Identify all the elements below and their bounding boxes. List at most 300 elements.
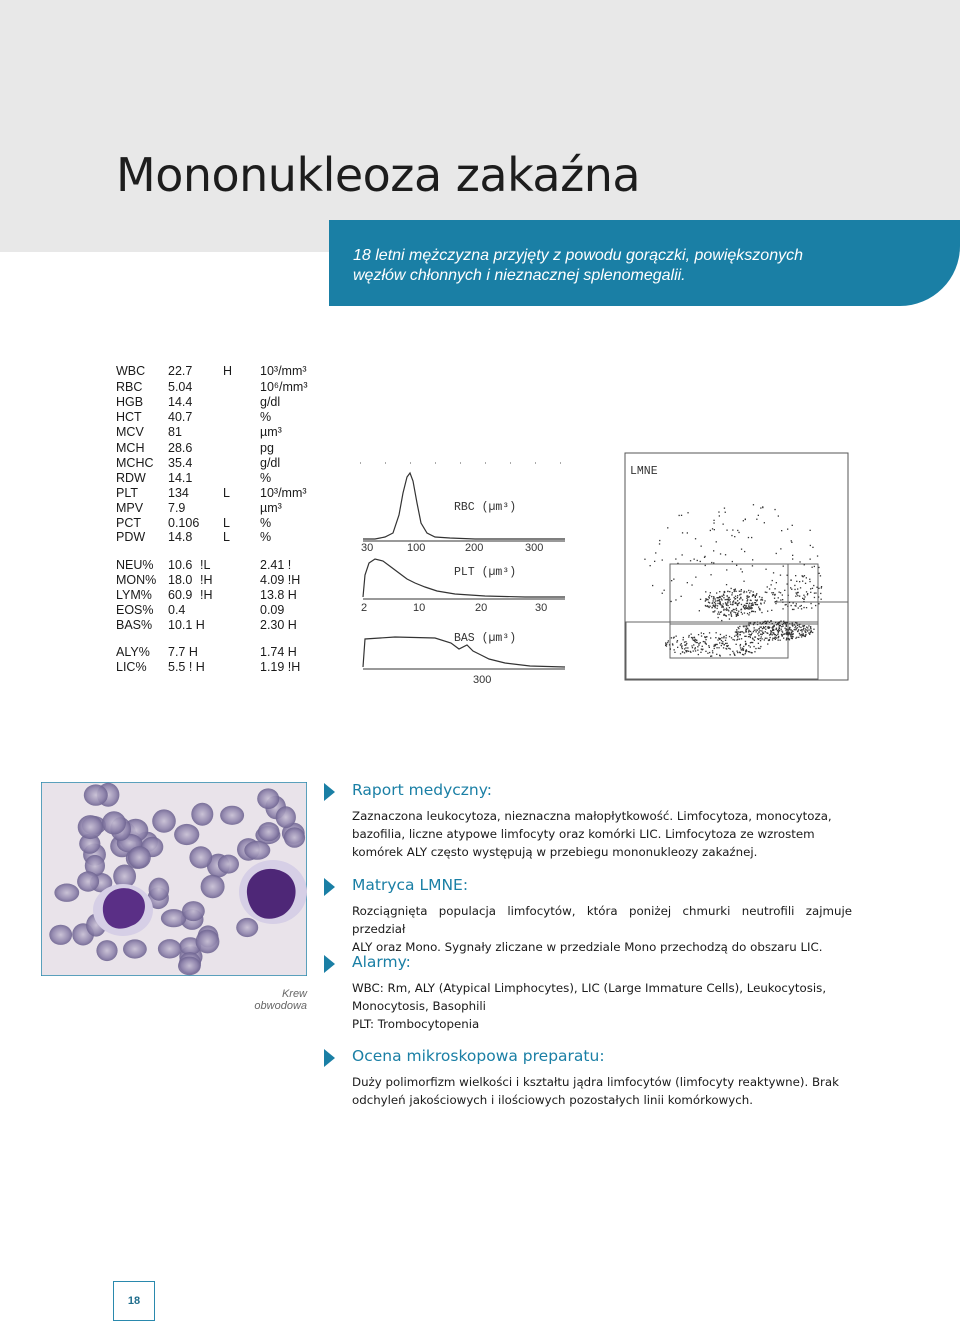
- lmne-dot: [716, 647, 717, 648]
- lmne-dot: [794, 629, 795, 630]
- lmne-dot: [760, 622, 761, 623]
- lmne-dot: [762, 506, 763, 507]
- lmne-dot: [771, 610, 772, 611]
- lab-unit: µm³: [260, 425, 282, 439]
- lmne-dot: [821, 586, 822, 587]
- lmne-dot: [814, 566, 815, 567]
- blood-smear-image: [41, 782, 307, 976]
- lmne-dot: [746, 608, 747, 609]
- lmne-dot: [805, 583, 806, 584]
- lmne-dot: [717, 603, 718, 604]
- lmne-dot: [773, 633, 774, 634]
- lmne-dot: [809, 579, 810, 580]
- lmne-dot: [785, 630, 786, 631]
- lmne-dot: [778, 629, 779, 630]
- lmne-dot: [700, 642, 701, 643]
- lmne-dot: [765, 623, 766, 624]
- lmne-dot: [810, 530, 811, 531]
- lmne-dot: [803, 629, 804, 630]
- lmne-dot: [742, 599, 743, 600]
- lmne-dot: [751, 605, 752, 606]
- lmne-dot: [711, 562, 712, 563]
- lmne-dot: [804, 564, 805, 565]
- lmne-dot: [743, 581, 744, 582]
- lmne-dot: [767, 586, 768, 587]
- lmne-dot: [740, 644, 741, 645]
- lmne-dot: [813, 585, 814, 586]
- lmne-dot: [810, 559, 811, 560]
- lmne-dot: [710, 574, 711, 575]
- lmne-dot: [819, 573, 820, 574]
- lmne-dot: [744, 612, 745, 613]
- lmne-dot: [705, 600, 706, 601]
- bas-tick-label: 300: [473, 674, 492, 686]
- lmne-dot: [761, 603, 762, 604]
- lmne-dot: [802, 581, 803, 582]
- section-line: PLT: Trombocytopenia: [352, 1017, 480, 1031]
- lmne-dot: [805, 634, 806, 635]
- lmne-dot: [751, 633, 752, 634]
- lmne-dot: [809, 581, 810, 582]
- lmne-dot: [697, 560, 698, 561]
- lmne-dot: [786, 626, 787, 627]
- lmne-dot: [719, 599, 720, 600]
- lmne-dot: [792, 555, 793, 556]
- lmne-dot: [770, 630, 771, 631]
- section-line: odchyleń jakościowych i ilościowych pozostałych linii komórkowych.: [352, 1093, 753, 1107]
- lmne-dot: [810, 603, 811, 604]
- lmne-dot: [718, 647, 719, 648]
- red-blood-cell: [284, 827, 305, 847]
- lmne-dot: [739, 639, 740, 640]
- lmne-dot: [736, 629, 737, 630]
- lmne-dot: [761, 597, 762, 598]
- lmne-dot: [737, 634, 738, 635]
- lmne-dot: [749, 634, 750, 635]
- lmne-dot: [691, 634, 692, 635]
- lmne-dot: [726, 643, 727, 644]
- lmne-dot: [737, 636, 738, 637]
- section-line: Rozciągnięta populacja limfocytów, która poniżej chmurki neutrofili zajmuje przedział: [352, 904, 852, 936]
- lmne-dot: [801, 636, 802, 637]
- lmne-dot: [752, 607, 753, 608]
- lmne-dot: [787, 606, 788, 607]
- lmne-dot: [736, 635, 737, 636]
- lmne-dot: [750, 631, 751, 632]
- lmne-dot: [739, 598, 740, 599]
- lmne-dot: [755, 636, 756, 637]
- lab-value: 60.9: [168, 588, 193, 602]
- lmne-dot: [767, 621, 768, 622]
- lmne-dot: [806, 591, 807, 592]
- lmne-dot: [799, 626, 800, 627]
- lmne-dot: [746, 625, 747, 626]
- lmne-dot: [727, 601, 728, 602]
- lmne-dot: [797, 588, 798, 589]
- lmne-dot: [668, 640, 669, 641]
- lmne-dot: [743, 646, 744, 647]
- lmne-dot: [798, 607, 799, 608]
- lmne-dot: [751, 652, 752, 653]
- lmne-dot: [732, 602, 733, 603]
- lmne-dot: [745, 651, 746, 652]
- lmne-dot: [713, 522, 714, 523]
- lmne-dot: [698, 645, 699, 646]
- lmne-dot: [736, 614, 737, 615]
- lmne-dot: [740, 631, 741, 632]
- lmne-dot: [726, 608, 727, 609]
- lmne-dot: [736, 610, 737, 611]
- lmne-dot: [710, 530, 711, 531]
- lmne-dot: [734, 609, 735, 610]
- lmne-dot: [794, 624, 795, 625]
- lmne-dot: [709, 632, 710, 633]
- lmne-dot: [754, 627, 755, 628]
- lmne-dot: [690, 652, 691, 653]
- lmne-dot: [743, 626, 744, 627]
- lmne-dot: [804, 575, 805, 576]
- red-blood-cell: [182, 901, 205, 921]
- lmne-dot: [751, 611, 752, 612]
- lmne-dot: [806, 607, 807, 608]
- lmne-dot: [771, 592, 772, 593]
- lmne-dot: [705, 637, 706, 638]
- lmne-dot: [711, 596, 712, 597]
- lmne-dot: [670, 648, 671, 649]
- lmne-dot: [722, 605, 723, 606]
- lmne-dot: [792, 558, 793, 559]
- lmne-dot: [674, 652, 675, 653]
- lmne-dot: [734, 654, 735, 655]
- lmne-dot: [743, 632, 744, 633]
- lab-unit: 10³/mm³: [260, 364, 307, 378]
- lmne-dot: [713, 550, 714, 551]
- lmne-dot: [743, 520, 744, 521]
- lmne-dot: [685, 650, 686, 651]
- red-blood-cell: [84, 784, 108, 805]
- lmne-dot: [740, 568, 741, 569]
- lmne-dot: [747, 599, 748, 600]
- lmne-dot: [752, 559, 753, 560]
- lmne-dot: [717, 613, 718, 614]
- lmne-dot: [718, 617, 719, 618]
- lmne-dot: [741, 638, 742, 639]
- lmne-dot: [736, 631, 737, 632]
- lmne-dot: [758, 632, 759, 633]
- lmne-dot: [709, 595, 710, 596]
- lmne-dot: [767, 643, 768, 644]
- lab-absolute: 1.74 H: [260, 645, 297, 659]
- lmne-dot: [755, 611, 756, 612]
- lmne-dot: [671, 580, 672, 581]
- lmne-dot: [803, 633, 804, 634]
- lmne-dot: [659, 543, 660, 544]
- lmne-dot: [793, 602, 794, 603]
- lmne-dot: [803, 595, 804, 596]
- lmne-dot: [673, 579, 674, 580]
- lab-value: 5.04: [168, 380, 193, 394]
- lmne-dot: [766, 638, 767, 639]
- lmne-dot: [739, 602, 740, 603]
- lmne-dot: [721, 607, 722, 608]
- lmne-dot: [779, 621, 780, 622]
- lmne-dot: [747, 597, 748, 598]
- lmne-dot: [775, 639, 776, 640]
- lmne-dot: [795, 638, 796, 639]
- lmne-dot: [772, 632, 773, 633]
- lmne-dot: [691, 584, 692, 585]
- lmne-dot: [749, 631, 750, 632]
- lmne-dot: [779, 592, 780, 593]
- lmne-dot: [750, 646, 751, 647]
- lmne-dot: [719, 638, 720, 639]
- lab-name: EOS%: [116, 603, 154, 617]
- lmne-dot: [667, 642, 668, 643]
- lmne-dot: [753, 631, 754, 632]
- lab-flag: L: [223, 530, 230, 544]
- lmne-dot: [797, 625, 798, 626]
- red-blood-cell: [149, 878, 170, 901]
- lmne-dot: [721, 640, 722, 641]
- lmne-dot: [798, 592, 799, 593]
- lmne-dot: [754, 630, 755, 631]
- lmne-dot: [760, 507, 761, 508]
- lmne-dot: [746, 649, 747, 650]
- lmne-dot: [808, 629, 809, 630]
- lmne-dot: [749, 612, 750, 613]
- red-blood-cell: [102, 811, 126, 834]
- lmne-dot: [667, 527, 668, 528]
- lmne-dot: [787, 529, 788, 530]
- lmne-dot: [704, 641, 705, 642]
- lmne-dot: [727, 646, 728, 647]
- lmne-dot: [739, 652, 740, 653]
- lab-unit: %: [260, 471, 272, 485]
- lmne-dot: [813, 629, 814, 630]
- lab-value: 22.7: [168, 364, 193, 378]
- lab-value: 134: [168, 486, 189, 500]
- section-arrow-icon: [324, 1049, 335, 1067]
- lmne-dot: [784, 590, 785, 591]
- lmne-dot: [736, 565, 737, 566]
- lmne-dot: [803, 607, 804, 608]
- red-blood-cell: [77, 871, 99, 891]
- lmne-dot: [788, 633, 789, 634]
- lab-value: 7.7 H: [168, 645, 198, 659]
- lmne-dot: [792, 638, 793, 639]
- lmne-dot: [715, 598, 716, 599]
- page-number: 18: [113, 1281, 155, 1321]
- lmne-dot: [671, 601, 672, 602]
- lmne-dot: [733, 609, 734, 610]
- lmne-dot: [755, 648, 756, 649]
- lmne-dot: [741, 589, 742, 590]
- lmne-dot: [716, 654, 717, 655]
- lmne-dot: [803, 601, 804, 602]
- lmne-dot: [739, 594, 740, 595]
- lmne-dot: [728, 614, 729, 615]
- lmne-label: LMNE: [630, 465, 658, 478]
- lmne-dot: [681, 596, 682, 597]
- lmne-dot: [677, 640, 678, 641]
- lab-value: 18.0: [168, 573, 193, 587]
- lmne-dot: [734, 591, 735, 592]
- lmne-dot: [701, 635, 702, 636]
- lmne-dot: [794, 627, 795, 628]
- lmne-dot: [724, 644, 725, 645]
- lmne-dot: [713, 520, 714, 521]
- lab-value: 7.9: [168, 501, 186, 515]
- lab-value: 0.4: [168, 603, 186, 617]
- lmne-dot: [778, 624, 779, 625]
- lmne-dot: [737, 652, 738, 653]
- lmne-dot: [791, 542, 792, 543]
- lmne-dot: [762, 599, 763, 600]
- lmne-dot: [787, 622, 788, 623]
- plt-tick-label: 30: [535, 602, 548, 614]
- case-description-line-1: 18 letni mężczyzna przyjęty z powodu gorączki, powiększonych: [353, 247, 803, 264]
- lmne-dot: [737, 612, 738, 613]
- lmne-dot: [743, 648, 744, 649]
- lmne-dot: [820, 593, 821, 594]
- lmne-dot: [754, 622, 755, 623]
- rbc-tick-label: 100: [407, 542, 426, 554]
- section-body: [352, 807, 852, 861]
- lmne-dot: [746, 629, 747, 630]
- lmne-dot: [792, 609, 793, 610]
- lab-unit: %: [260, 410, 272, 424]
- lmne-dot: [788, 595, 789, 596]
- lmne-dot: [782, 599, 783, 600]
- lmne-dot: [687, 582, 688, 583]
- lmne-dot: [741, 609, 742, 610]
- lmne-dot: [739, 626, 740, 627]
- lmne-dot: [811, 607, 812, 608]
- lmne-dot: [807, 593, 808, 594]
- lmne-dot: [793, 609, 794, 610]
- lmne-dot: [795, 575, 796, 576]
- lmne-dot: [741, 612, 742, 613]
- lmne-dot: [800, 587, 801, 588]
- lmne-dot: [731, 614, 732, 615]
- lab-name: BAS%: [116, 618, 153, 632]
- lmne-dot: [743, 592, 744, 593]
- lmne-dot: [743, 606, 744, 607]
- lmne-dot: [721, 643, 722, 644]
- lmne-dot: [765, 621, 766, 622]
- lmne-dot: [717, 605, 718, 606]
- lmne-dot: [791, 634, 792, 635]
- lab-unit: g/dl: [260, 456, 281, 470]
- lab-flag: L: [223, 516, 230, 530]
- lab-name: RBC: [116, 380, 143, 394]
- lmne-dot: [781, 630, 782, 631]
- lmne-dot: [792, 636, 793, 637]
- red-blood-cell: [258, 822, 280, 841]
- lmne-dot: [729, 607, 730, 608]
- lmne-dot: [728, 648, 729, 649]
- lmne-dot: [721, 645, 722, 646]
- lmne-dot: [676, 636, 677, 637]
- case-description: [353, 246, 913, 286]
- lmne-dot: [710, 637, 711, 638]
- lmne-dot: [747, 628, 748, 629]
- lmne-dot: [797, 595, 798, 596]
- lmne-dot: [764, 639, 765, 640]
- lmne-dot: [810, 545, 811, 546]
- lmne-dot: [723, 595, 724, 596]
- lmne-dot: [765, 592, 766, 593]
- lmne-dot: [772, 623, 773, 624]
- red-blood-cell: [276, 806, 296, 828]
- lab-name: NEU%: [116, 558, 154, 572]
- lab-flag: L: [223, 486, 230, 500]
- lab-value: 81: [168, 425, 182, 439]
- lmne-dot: [745, 644, 746, 645]
- lmne-dot: [726, 599, 727, 600]
- lmne-dot: [717, 644, 718, 645]
- lmne-dot: [801, 605, 802, 606]
- lmne-dot: [742, 654, 743, 655]
- lmne-dot: [810, 631, 811, 632]
- lmne-dot: [720, 553, 721, 554]
- lmne-dot: [709, 597, 710, 598]
- lmne-dot: [735, 631, 736, 632]
- lmne-dot: [814, 593, 815, 594]
- lmne-dot: [753, 624, 754, 625]
- lmne-dot: [729, 591, 730, 592]
- lmne-dot: [764, 602, 765, 603]
- lmne-dot: [818, 588, 819, 589]
- lab-flag: !L: [200, 558, 211, 572]
- lmne-dot: [772, 638, 773, 639]
- lmne-dot: [726, 648, 727, 649]
- lmne-dot: [780, 575, 781, 576]
- lmne-dot: [705, 651, 706, 652]
- lmne-dot: [713, 597, 714, 598]
- section-line: ALY oraz Mono. Sygnały zliczane w przedziale Mono przechodzą do obszaru LIC.: [352, 940, 823, 954]
- lmne-dot: [742, 613, 743, 614]
- red-blood-cell: [128, 846, 151, 869]
- lmne-dot: [749, 592, 750, 593]
- lmne-dot: [814, 597, 815, 598]
- plt-tick-label: 2: [361, 602, 368, 614]
- lmne-dot: [712, 652, 713, 653]
- lmne-dot: [697, 642, 698, 643]
- lmne-dot: [787, 629, 788, 630]
- lab-value: 0.106: [168, 516, 200, 530]
- lmne-dot: [691, 645, 692, 646]
- lmne-dot: [682, 652, 683, 653]
- lmne-dot: [805, 632, 806, 633]
- lmne-dot: [778, 640, 779, 641]
- lmne-dot: [682, 648, 683, 649]
- lmne-dot: [792, 630, 793, 631]
- lmne-dot: [693, 644, 694, 645]
- lmne-dot: [644, 559, 645, 560]
- lmne-dot: [765, 569, 766, 570]
- lmne-dot: [799, 624, 800, 625]
- lmne-dot: [745, 519, 746, 520]
- lmne-dot: [788, 639, 789, 640]
- lmne-dot: [780, 599, 781, 600]
- lab-value: 35.4: [168, 456, 193, 470]
- lmne-dot: [746, 605, 747, 606]
- lmne-dot: [719, 591, 720, 592]
- lmne-dot: [792, 625, 793, 626]
- lmne-dot: [692, 647, 693, 648]
- lmne-dot: [726, 604, 727, 605]
